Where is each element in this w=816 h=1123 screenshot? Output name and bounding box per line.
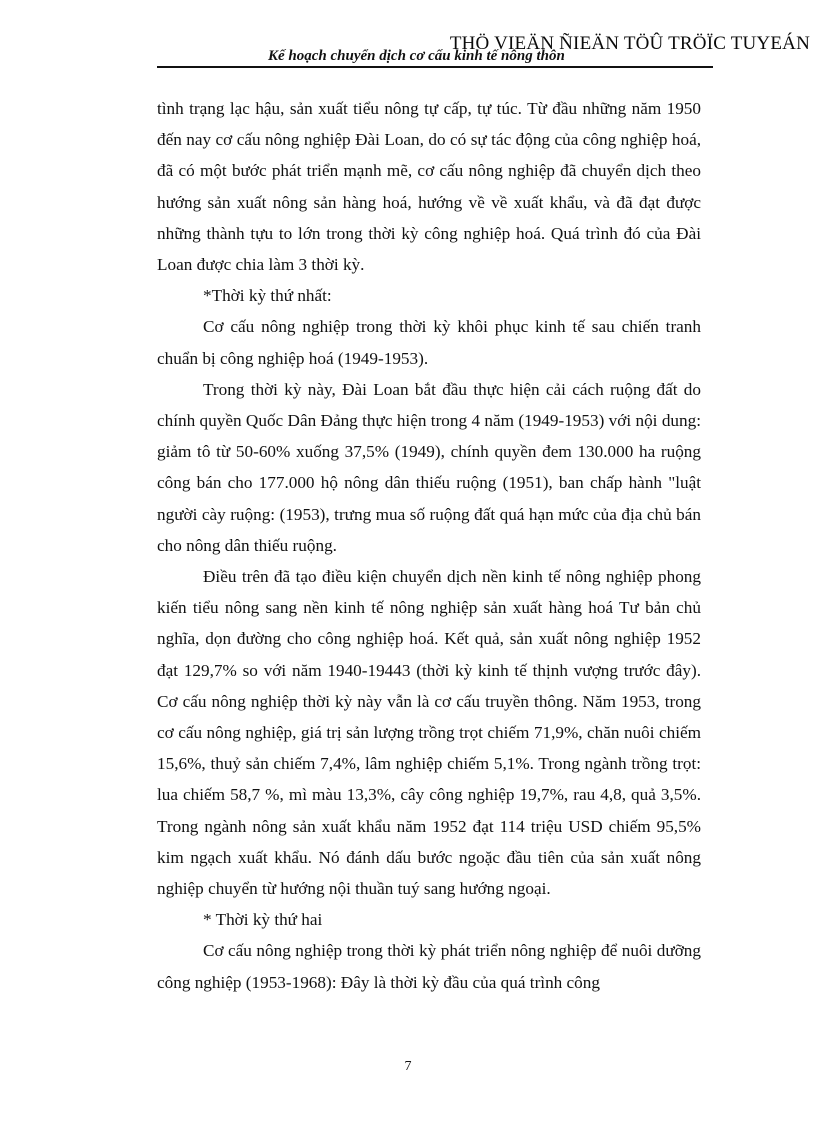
page-number: 7 (404, 1059, 412, 1074)
body-text (157, 93, 701, 998)
section-heading-period-2: * Thời kỳ thứ hai (203, 910, 323, 930)
paragraph-continuation: tình trạng lạc hậu, sản xuất tiểu nông tự cấp, tự túc. Từ đầu những năm 1950 đến nay cơ cấu nông nghiệp Đài Loan, do có sự tác động của công nghiệp hoá, đã có một bước phát triển mạnh mẽ, cơ cấu nông nghiệp đã chuyển dịch theo hướng sản xuất nông sản hàng hoá, hướng về về xuất khẩu, và đã đạt được những thành tựu to lớn trong thời kỳ công nghiệp hoá. Quá trình đó của Đài Loan được chia làm 3 thời kỳ. (157, 99, 701, 275)
header-rule (157, 66, 713, 68)
section-heading-period-1: *Thời kỳ thứ nhất: (203, 286, 332, 306)
paragraph-period-1-title: Cơ cấu nông nghiệp trong thời kỳ khôi phục kinh tế sau chiến tranh chuẩn bị công nghiệp hoá (1949-1953). (157, 317, 701, 368)
library-watermark: THÖ VIEÄN ÑIEÄN TÖÛ TRÖÏC TUYEÁN (449, 33, 810, 54)
paragraph-results: Điều trên đã tạo điều kiện chuyển dịch nền kinh tế nông nghiệp phong kiến tiểu nông sang nền kinh tế nông nghiệp sản xuất hàng hoá Tư bản chủ nghĩa, dọn đường cho công nghiệp hoá. Kết quả, sản xuất nông nghiệp 1952 đạt 129,7% so với năm 1940-19443 (thời kỳ kinh tế thịnh vượng trước đây). Cơ cấu nông nghiệp thời kỳ này vẫn là cơ cấu truyền thông. Năm 1953, trong cơ cấu nông nghiệp, giá trị sản lượng trồng trọt chiếm 71,9%, chăn nuôi chiếm 15,6%, thuỷ sản chiếm 7,4%, lâm nghiệp chiếm 5,1%. Trong ngành trồng trọt: lua chiếm 58,7 %, mì màu 13,3%, cây công nghiệp 19,7%, rau 4,8, quả 3,5%. Trong ngành nông sản xuất khẩu năm 1952 đạt 114 triệu USD chiếm 95,5% kim ngạch xuất khẩu. Nó đánh dấu bước ngoặc đầu tiên của sản xuất nông nghiệp chuyển từ hướng nội thuần tuý sang hướng ngoại. (157, 567, 701, 899)
paragraph-period-2-title: Cơ cấu nông nghiệp trong thời kỳ phát triển nông nghiệp để nuôi dưỡng công nghiệp (1953-1968): Đây là thời kỳ đầu của quá trình công (157, 941, 701, 992)
running-header-title: Kế hoạch chuyển dịch cơ cấu kinh tế nông thôn (268, 48, 565, 64)
paragraph-land-reform: Trong thời kỳ này, Đài Loan bắt đầu thực hiện cải cách ruộng đất do chính quyền Quốc Dân Đảng thực hiện trong 4 năm (1949-1953) với nội dung: giảm tô từ 50-60% xuống 37,5% (1949), chính quyền đem 130.000 ha ruộng công bán cho 177.000 hộ nông dân thiếu ruộng (1951), ban chấp hành "luật người cày ruộng: (1953), trưng mua số ruộng đất quá hạn mức của địa chủ bán cho nông dân thiếu ruộng. (157, 379, 701, 555)
